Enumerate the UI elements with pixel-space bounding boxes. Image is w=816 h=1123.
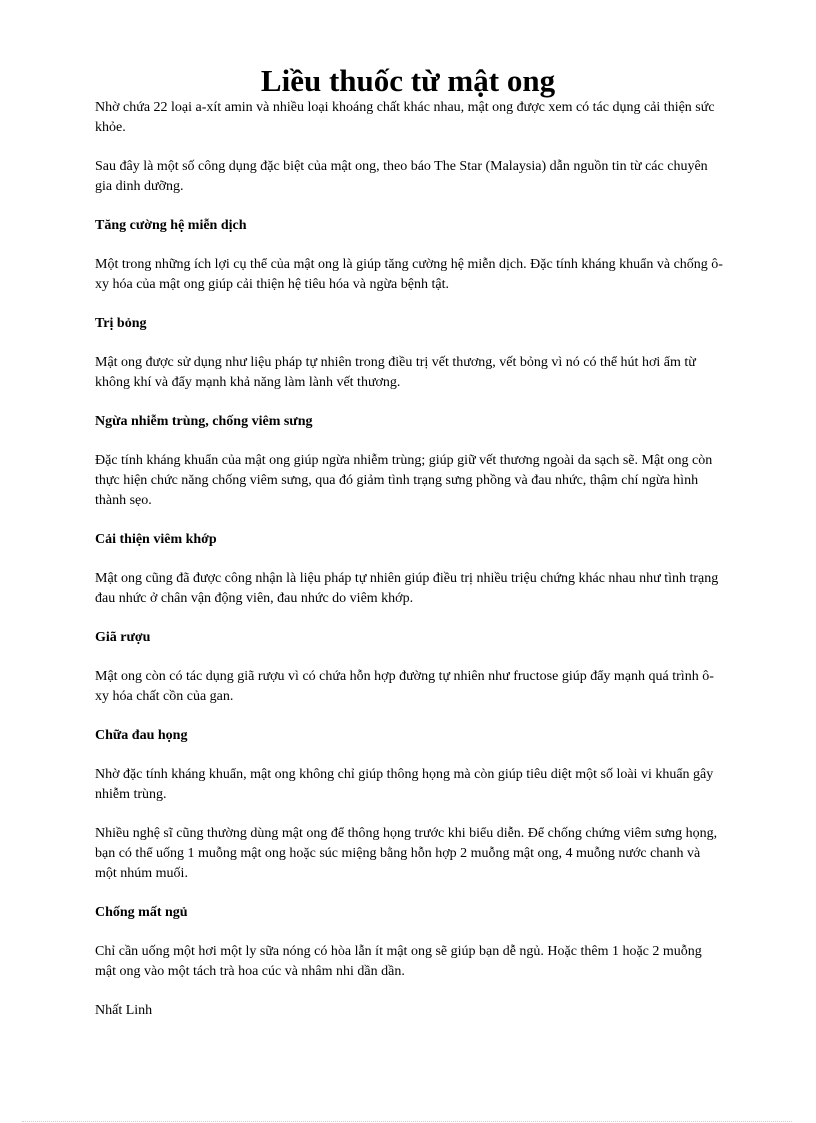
document-body [95, 98, 725, 1040]
intro-paragraph-1: Nhờ chứa 22 loại a-xít amin và nhiều loại khoáng chất khác nhau, mật ong được xem có tác dụng cải thiện sức khỏe. [95, 100, 715, 135]
section-heading-hangover: Giã rượu [95, 630, 151, 645]
document-title: Liều thuốc từ mật ong [260, 62, 556, 98]
section-paragraph-immune: Một trong những ích lợi cụ thể của mật ong là giúp tăng cường hệ miễn dịch. Đặc tính kháng khuẩn và chống ô-xy hóa của mật ong giúp cải thiện hệ tiêu hóa và ngừa bệnh tật. [95, 257, 723, 292]
section-heading-immune: Tăng cường hệ miễn dịch [95, 218, 247, 233]
section-heading-infection: Ngừa nhiễm trùng, chống viêm sưng [95, 414, 313, 429]
author-signature: Nhất Linh [95, 1003, 153, 1018]
section-paragraph-sore-throat-2: Nhiều nghệ sĩ cũng thường dùng mật ong để thông họng trước khi biểu diễn. Để chống chứng viêm sưng họng, bạn có thể uống 1 muỗng mật ong hoặc súc miệng bằng hỗn hợp 2 muỗng mật ong, 4 muỗng nước chanh và một nhúm muối. [95, 826, 718, 881]
page-bottom-divider [22, 1121, 792, 1122]
section-heading-arthritis: Cải thiện viêm khớp [95, 532, 217, 547]
section-paragraph-sore-throat-1: Nhờ đặc tính kháng khuẩn, mật ong không chỉ giúp thông họng mà còn giúp tiêu diệt một số loài vi khuẩn gây nhiễm trùng. [95, 767, 714, 802]
intro-paragraph-2: Sau đây là một số công dụng đặc biệt của mật ong, theo báo The Star (Malaysia) dẫn nguồn tin từ các chuyên gia dinh dưỡng. [95, 159, 708, 194]
section-paragraph-insomnia: Chỉ cần uống một hơi một ly sữa nóng có hòa lẫn ít mật ong sẽ giúp bạn dễ ngủ. Hoặc thêm 1 hoặc 2 muỗng mật ong vào một tách trà hoa cúc và nhâm nhi dần dần. [95, 944, 702, 979]
section-paragraph-hangover: Mật ong còn có tác dụng giã rượu vì có chứa hỗn hợp đường tự nhiên như fructose giúp đẩy mạnh quá trình ô-xy hóa chất cồn của gan. [95, 669, 714, 704]
section-paragraph-infection: Đặc tính kháng khuẩn của mật ong giúp ngừa nhiễm trùng; giúp giữ vết thương ngoài da sạch sẽ. Mật ong còn thực hiện chức năng chống viêm sưng, qua đó giảm tình trạng sưng phồng và đau nhức, thậm chí ngừa hình thành sẹo. [95, 453, 713, 508]
section-heading-insomnia: Chống mất ngủ [95, 905, 188, 920]
section-paragraph-burns: Mật ong được sử dụng như liệu pháp tự nhiên trong điều trị vết thương, vết bỏng vì nó có thể hút hơi ẩm từ không khí và đẩy mạnh khả năng làm lành vết thương. [95, 355, 696, 390]
section-heading-sore-throat: Chữa đau họng [95, 728, 188, 743]
section-heading-burns: Trị bỏng [95, 316, 147, 331]
section-paragraph-arthritis: Mật ong cũng đã được công nhận là liệu pháp tự nhiên giúp điều trị nhiều triệu chứng khác nhau như tình trạng đau nhức ở chân vận động viên, đau nhức do viêm khớp. [95, 571, 719, 606]
